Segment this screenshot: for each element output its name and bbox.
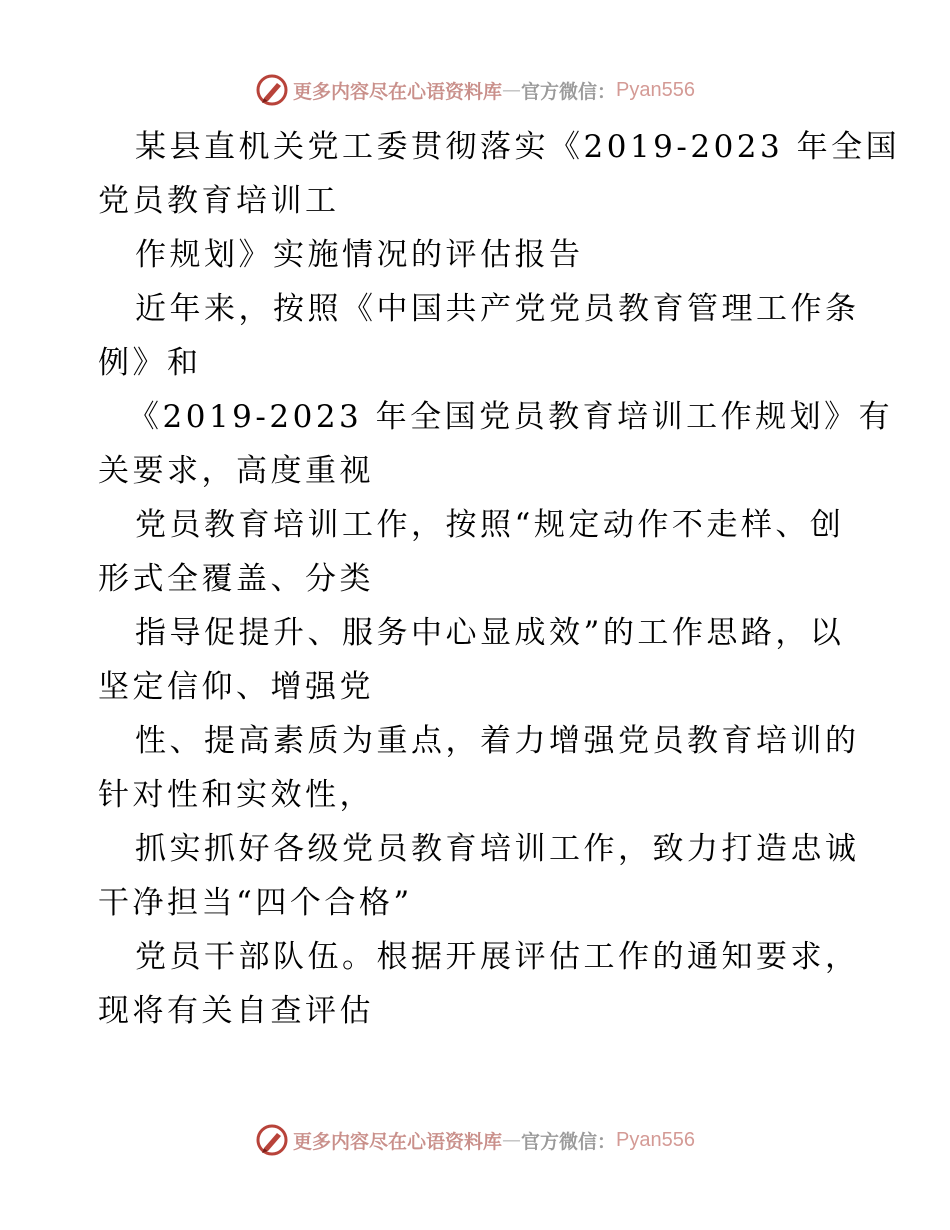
paragraph-line: 坚定信仰、增强党 <box>98 669 374 705</box>
paragraph-line: 例》和 <box>98 345 202 381</box>
paragraph-line: 近年来，按照《中国共产党党员教育管理工作条 <box>135 291 860 327</box>
paragraph-line: 《2019-2023 年全国党员教育培训工作规划》有 <box>128 399 894 435</box>
watermark-wechat-id: Pyan556 <box>616 78 695 101</box>
paragraph-line: 党员教育培训工 <box>98 183 340 219</box>
watermark-header <box>0 70 950 110</box>
paragraph-line: 指导促提升、服务中心显成效”的工作思路，以 <box>135 615 845 651</box>
document-body <box>98 120 901 1038</box>
paragraph-line: 抓实抓好各级党员教育培训工作，致力打造忠诚 <box>135 831 860 867</box>
watermark-site-text: 更多内容尽在心语资料库 <box>293 80 503 103</box>
paragraph-line: 形式全覆盖、分类 <box>98 561 374 597</box>
watermark-dash: — <box>502 1129 522 1151</box>
watermark-wechat-label: 官方微信： <box>521 1130 617 1153</box>
paragraph-line: 关要求，高度重视 <box>98 453 374 489</box>
watermark-wechat-label: 官方微信： <box>521 80 617 103</box>
pen-logo-icon <box>255 1123 289 1157</box>
watermark-wechat-id: Pyan556 <box>616 1128 695 1151</box>
paragraph-line: 党员教育培训工作，按照“规定动作不走样、创 <box>135 507 845 543</box>
paragraph-line: 干净担当“四个合格” <box>98 885 413 921</box>
paragraph-line: 党员干部队伍。根据开展评估工作的通知要求， <box>135 939 860 975</box>
paragraph-line: 针对性和实效性， <box>98 777 374 813</box>
paragraph-line: 作规划》实施情况的评估报告 <box>135 237 584 273</box>
paragraph-line: 现将有关自查评估 <box>98 993 374 1029</box>
pen-logo-icon <box>255 73 289 107</box>
watermark-dash: — <box>502 79 522 101</box>
watermark-footer <box>0 1120 950 1160</box>
watermark-site-text: 更多内容尽在心语资料库 <box>293 1130 503 1153</box>
paragraph-line: 某县直机关党工委贯彻落实《2019-2023 年全国 <box>135 129 901 165</box>
paragraph-line: 性、提高素质为重点，着力增强党员教育培训的 <box>135 723 860 759</box>
